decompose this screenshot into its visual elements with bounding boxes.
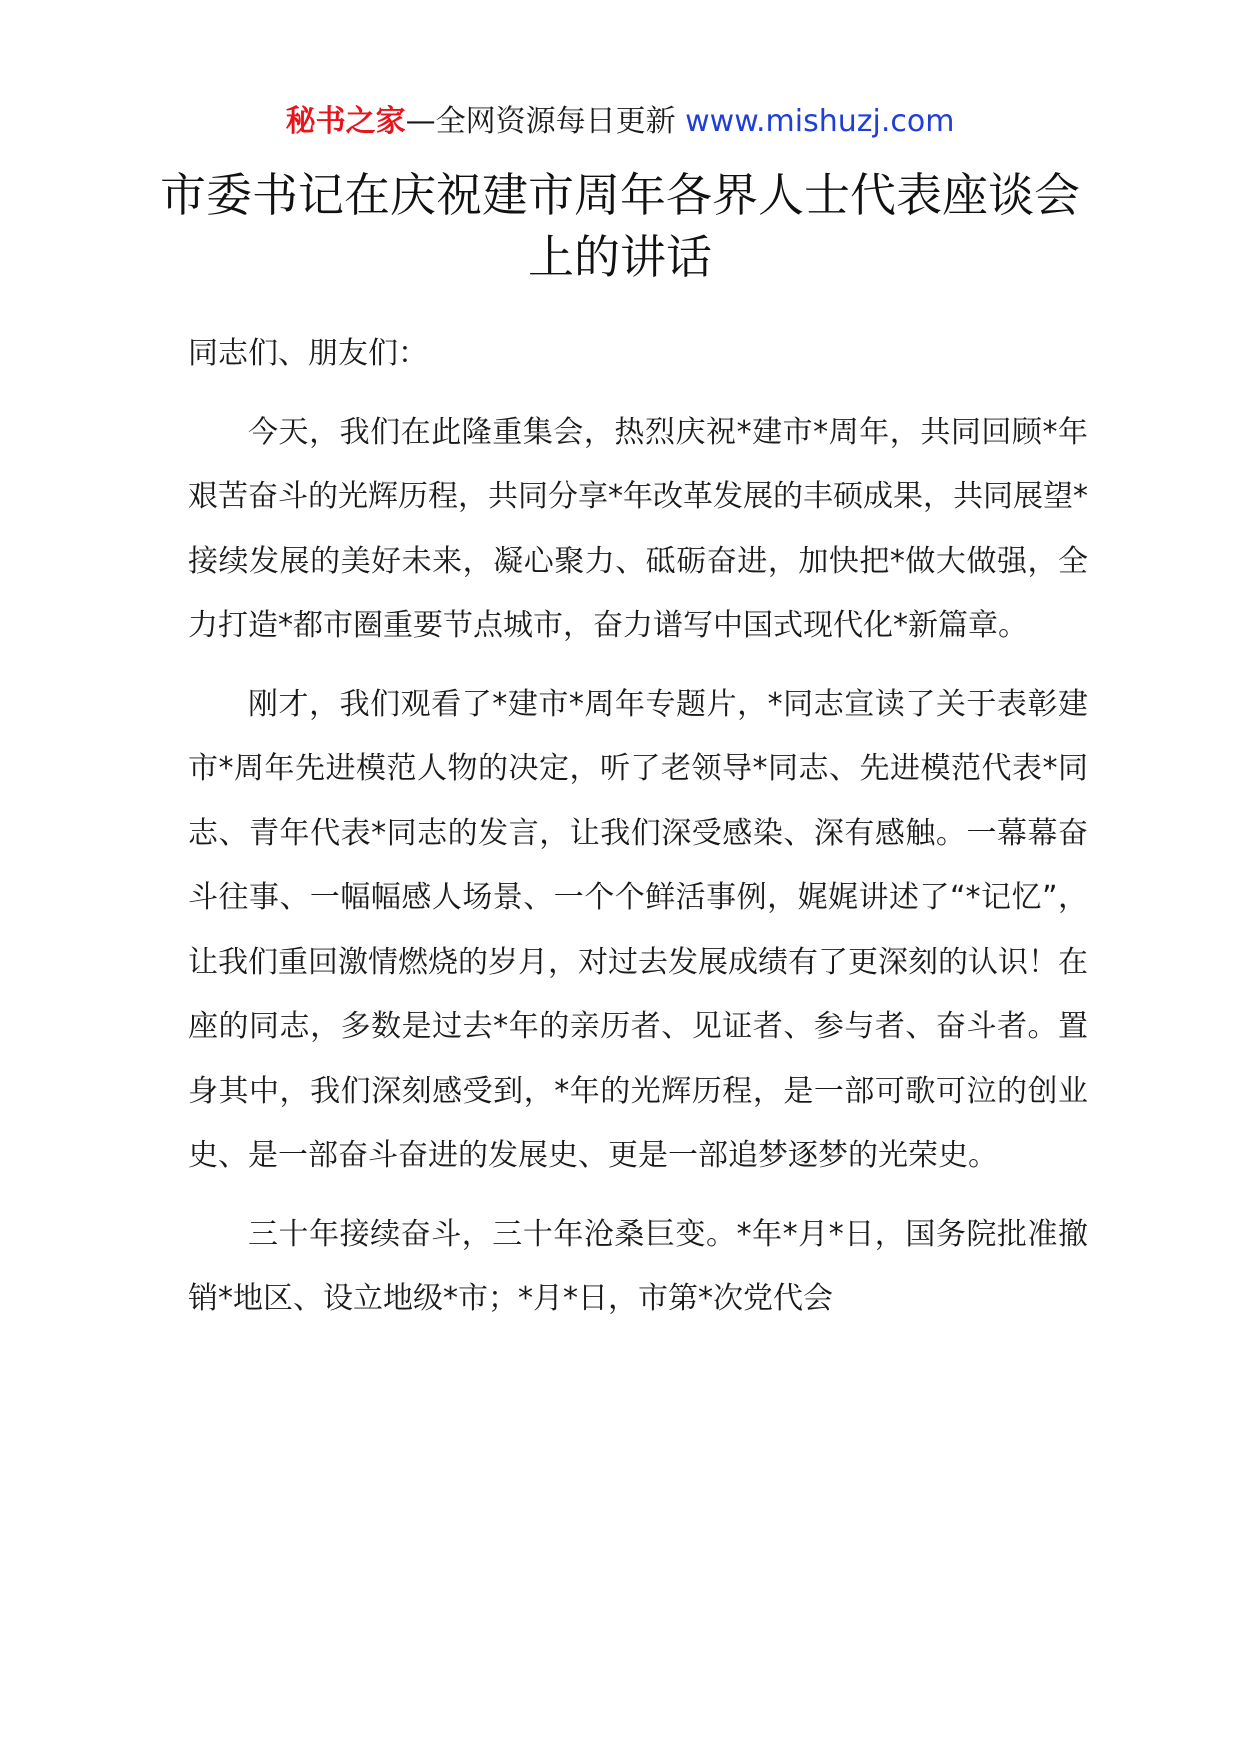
- body-paragraph: 今天，我们在此隆重集会，热烈庆祝*建市*周年，共同回顾*年艰苦奋斗的光辉历程，共同分享*年改革发展的丰硕成果，共同展望*接续发展的美好未来，凝心聚力、砥砺奋进，加快把*做大做强，全力打造*都市圈重要节点城市，奋力谱写中国式现代化*新篇章。: [188, 414, 1088, 643]
- document-title: 市委书记在庆祝建市周年各界人士代表座谈会上的讲话: [160, 168, 1080, 284]
- salutation: 同志们、朋友们：: [188, 336, 428, 371]
- document-body: [188, 322, 1088, 1346]
- body-paragraph: 刚才，我们观看了*建市*周年专题片，*同志宣读了关于表彰建市*周年先进模范人物的决定，听了老领导*同志、先进模范代表*同志、青年代表*同志的发言，让我们深受感染、深有感触。一幕幕奋斗往事、一幅幅感人场景、一个个鲜活事例，娓娓讲述了“*记忆”，让我们重回激情燃烧的岁月，对过去发展成绩有了更深刻的认识！在座的同志，多数是过去*年的亲历者、见证者、参与者、奋斗者。置身其中，我们深刻感受到，*年的光辉历程，是一部可歌可泣的创业史、是一部奋斗奋进的发展史、更是一部追梦逐梦的光荣史。: [188, 686, 1088, 1173]
- site-header: [0, 100, 1240, 144]
- header-slogan: —全网资源每日更新: [405, 104, 676, 139]
- site-url-link[interactable]: www.mishuzj.com: [685, 104, 955, 139]
- brand-name: 秘书之家: [285, 104, 406, 139]
- body-paragraph: 三十年接续奋斗，三十年沧桑巨变。*年*月*日，国务院批准撤销*地区、设立地级*市；*月*日，市第*次党代会: [188, 1216, 1088, 1316]
